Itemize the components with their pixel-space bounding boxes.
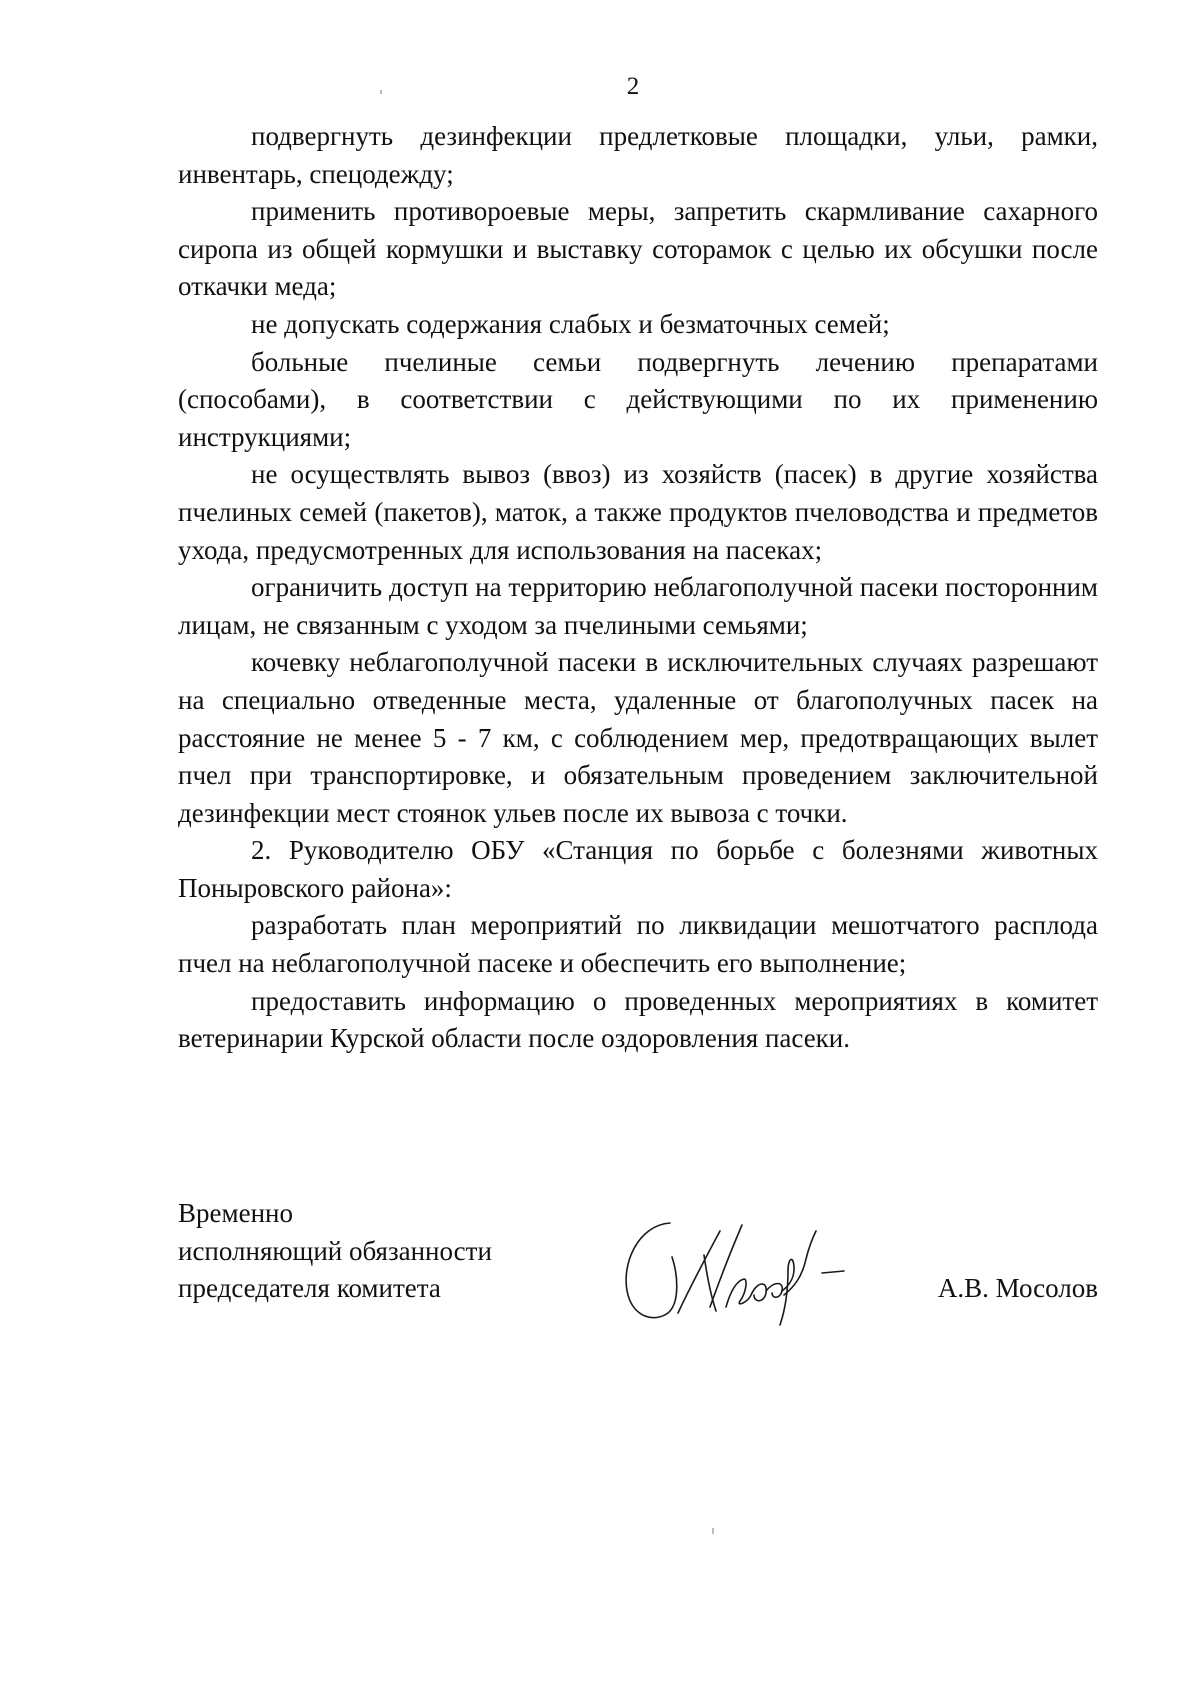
paragraph: предоставить информацию о проведенных мероприятиях в комитет ветеринарии Курской области после оздоровления пасеки. xyxy=(178,985,1098,1054)
paragraph: ограничить доступ на территорию неблагополучной пасеки посторонним лицам, не связанным с уходом за пчелиными семьями; xyxy=(178,572,1098,640)
signature-block xyxy=(178,1195,1098,1335)
document-body xyxy=(178,118,1098,1058)
signer-title-line: председателя комитета xyxy=(178,1273,441,1304)
scan-mark xyxy=(380,90,382,94)
paragraph: не осуществлять вывоз (ввоз) из хозяйств (пасек) в другие хозяйства пчелиных семей (пакетов), маток, а также продуктов пчеловодства и предметов ухода, предусмотренных для использования на пасеках; xyxy=(178,459,1098,565)
paragraph-section-2: 2. Руководителю ОБУ «Станция по борьбе с болезнями животных Поныровского района»: xyxy=(178,835,1098,903)
signer-name: А.В. Мосолов xyxy=(937,1273,1098,1303)
signer-title xyxy=(178,1195,492,1308)
signer-title-line: исполняющий обязанности xyxy=(178,1235,492,1266)
paragraph: не допускать содержания слабых и безматочных семей; xyxy=(251,308,890,339)
paragraph: больные пчелиные семьи подвергнуть лечению препаратами (способами), в соответствии с действующими по их применению инструкциями; xyxy=(178,346,1098,452)
paragraph: разработать план мероприятий по ликвидации мешотчатого расплода пчел на неблагополучной пасеке и обеспечить его выполнение; xyxy=(178,910,1098,979)
signer-title-line: Временно xyxy=(178,1198,293,1228)
paragraph: кочевку неблагополучной пасеки в исключительных случаях разрешают на специально отведенные места, удаленные от благополучных пасек на расстояние не менее 5 - 7 км, с соблюдением мер, предотвращающих вылет пчел при транспортировке, и обязательным проведением заключительной дезинфекции мест стоянок ульев после их вывоза с точки. xyxy=(178,647,1098,828)
scan-mark xyxy=(712,1528,714,1534)
page-number: 2 xyxy=(626,73,640,100)
paragraph: подвергнуть дезинфекции предлетковые площадки, ульи, рамки, инвентарь, спецодежду; xyxy=(178,121,1098,189)
paragraph: применить противороевые меры, запретить скармливание сахарного сиропа из общей кормушки и выставку соторамок с целью их обсушки после откачки меда; xyxy=(178,196,1098,302)
handwritten-signature-icon xyxy=(608,1195,878,1335)
